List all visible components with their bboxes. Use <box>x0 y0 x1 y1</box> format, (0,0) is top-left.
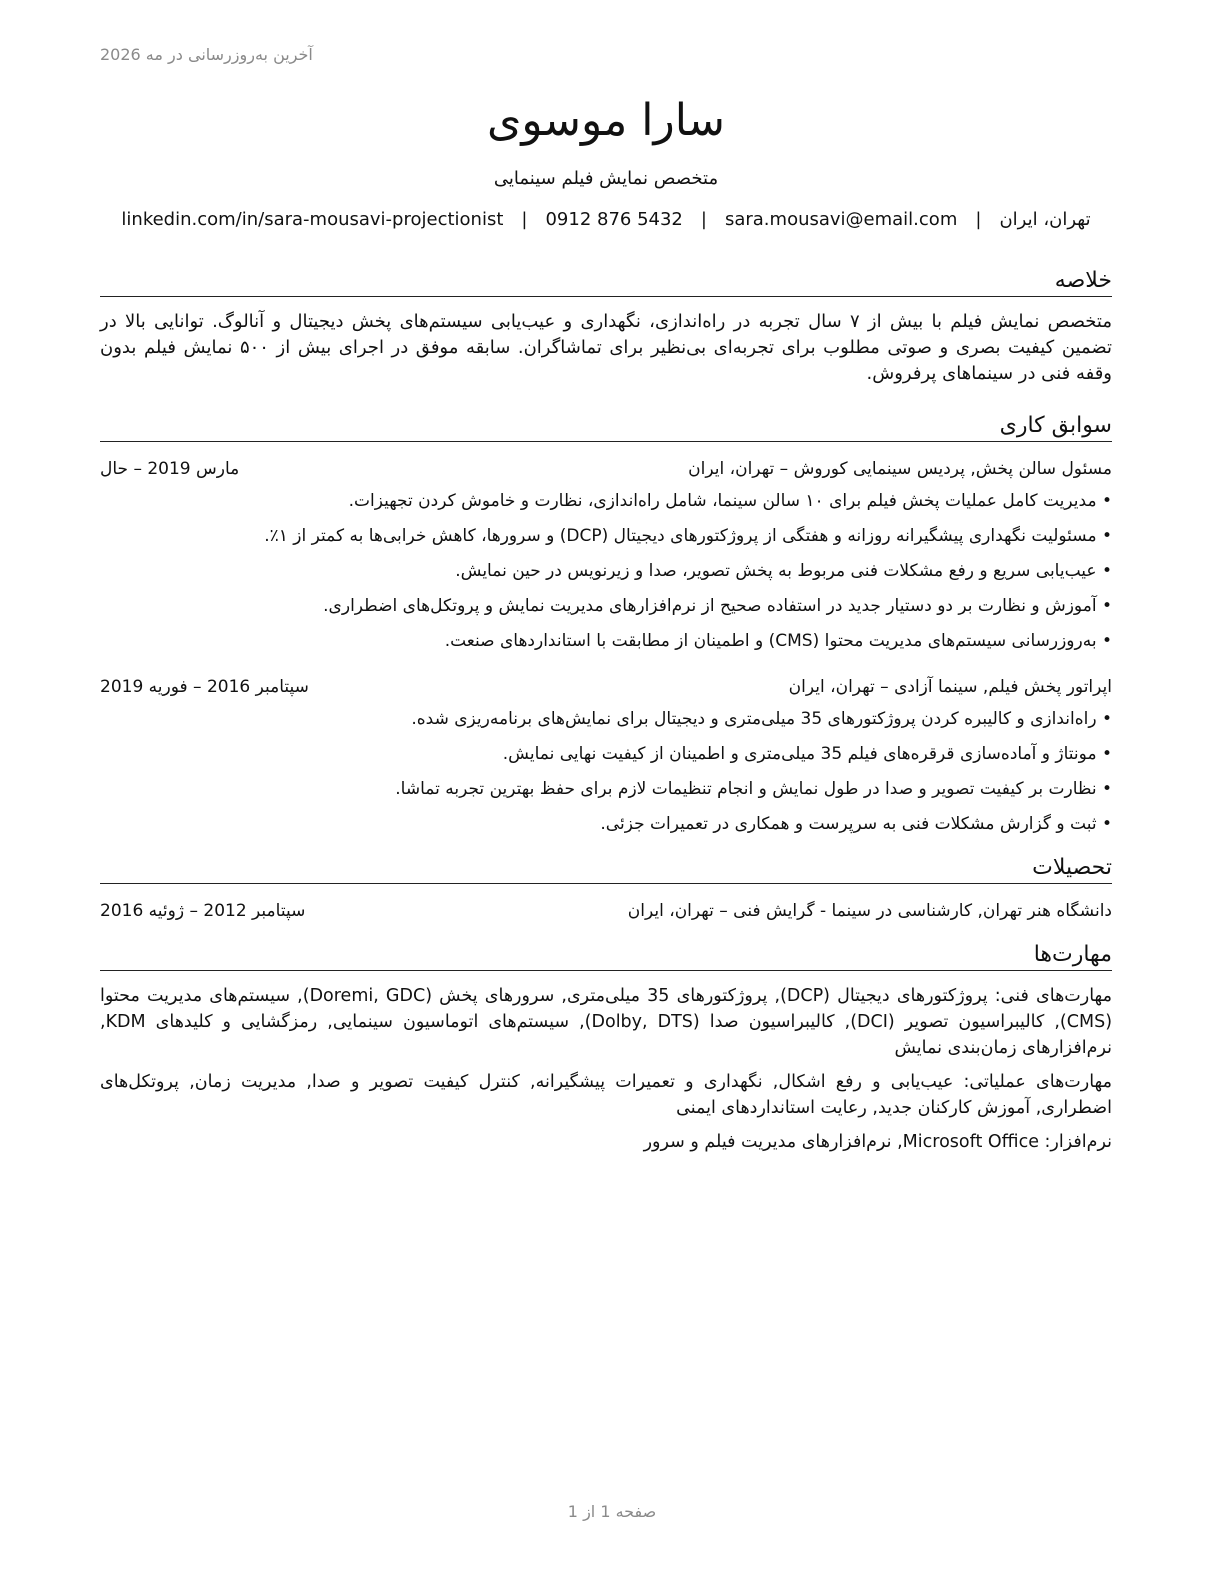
job-role-org: مسئول سالن پخش, پردیس سینمایی کوروش – تهران، ایران <box>688 459 1112 479</box>
list-item: • ثبت و گزارش مشکلات فنی به سرپرست و همکاری در تعمیرات جزئی. <box>100 811 1112 837</box>
job-title: متخصص نمایش فیلم سینمایی <box>493 168 719 189</box>
list-item: • آموزش و نظارت بر دو دستیار جدید در استفاده صحیح از نرم‌افزارهای مدیریت نمایش و پروتکل‌های اضطراری. <box>100 593 1112 619</box>
last-updated-note: آخرین به‌روزرسانی در مه 2026 <box>100 45 313 64</box>
education-entry <box>100 898 1112 924</box>
job-bullets <box>100 706 1112 837</box>
summary-text: متخصص نمایش فیلم با بیش از ۷ سال تجربه در راه‌اندازی، نگهداری و عیب‌یابی سیستم‌های پخش دیجیتال و آنالوگ. توانایی بالا در تضمین کیفیت بصری و صوتی مطلوب برای تجربه‌ای بی‌نظیر برای تماشاگران. سابقه موفق در اجرای بیش از ۵۰۰ نمایش فیلم بدون وقفه فنی در سینماهای پرفروش. <box>100 311 1112 384</box>
contact-linkedin[interactable]: linkedin.com/in/sara-mousavi-projectionist <box>121 209 504 230</box>
job-bullets <box>100 488 1112 654</box>
person-name: سارا موسوی <box>486 95 726 146</box>
job-entry <box>100 456 1112 654</box>
job-role-org: اپراتور پخش فیلم, سینما آزادی – تهران، ایران <box>788 677 1112 697</box>
job-dates: مارس 2019 – حال <box>100 459 240 479</box>
skills-technical: مهارت‌های فنی: پروژکتورهای دیجیتال (DCP), پروژکتورهای 35 میلی‌متری, سرورهای پخش (Doremi, GDC), سیستم‌های مدیریت محتوا (CMS), کالیبراسیون تصویر (DCI), کالیبراسیون صدا (Dolby, DTS), سیستم‌های اتوماسیون سینمایی, رمزگشایی و کلیدهای KDM, نرم‌افزارهای زمان‌بندی نمایش <box>100 986 1113 1058</box>
list-item: • مسئولیت نگهداری پیشگیرانه روزانه و هفتگی از پروژکتورهای دیجیتال (DCP) و سرورها، کاهش خرابی‌ها به کمتر از ۱٪. <box>100 523 1112 549</box>
contact-email[interactable]: sara.mousavi@email.com <box>724 209 958 230</box>
page-number: صفحه 1 از 1 <box>567 1502 657 1521</box>
separator: | <box>521 209 528 230</box>
experience-heading: سوابق کاری <box>100 413 1112 442</box>
contact-line <box>100 209 1112 230</box>
separator: | <box>700 209 707 230</box>
skills-heading: مهارت‌ها <box>100 942 1112 971</box>
list-item: • به‌روزرسانی سیستم‌های مدیریت محتوا (CMS) و اطمینان از مطابقت با استانداردهای صنعت. <box>100 628 1112 654</box>
education-heading: تحصیلات <box>100 855 1112 884</box>
list-item: • مدیریت کامل عملیات پخش فیلم برای ۱۰ سالن سینما، شامل راه‌اندازی، نظارت و خاموش کردن تجهیزات. <box>100 488 1112 514</box>
separator: | <box>975 209 982 230</box>
education-institution: دانشگاه هنر تهران, کارشناسی در سینما - گرایش فنی – تهران، ایران <box>627 901 1112 921</box>
summary-heading: خلاصه <box>100 268 1112 297</box>
job-entry <box>100 674 1112 837</box>
contact-phone: 0912 876 5432 <box>545 209 683 230</box>
skills-software: نرم‌افزار: Microsoft Office, نرم‌افزارهای مدیریت فیلم و سرور <box>643 1132 1112 1152</box>
list-item: • عیب‌یابی سریع و رفع مشکلات فنی مربوط به پخش تصویر، صدا و زیرنویس در حین نمایش. <box>100 558 1112 584</box>
list-item: • مونتاژ و آماده‌سازی قرقره‌های فیلم 35 میلی‌متری و اطمینان از کیفیت نهایی نمایش. <box>100 741 1112 767</box>
list-item: • نظارت بر کیفیت تصویر و صدا در طول نمایش و انجام تنظیمات لازم برای حفظ بهترین تجربه تماشا. <box>100 776 1112 802</box>
skills-operational: مهارت‌های عملیاتی: عیب‌یابی و رفع اشکال, نگهداری و تعمیرات پیشگیرانه, کنترل کیفیت تصویر و صدا, مدیریت زمان, پروتکل‌های اضطراری, آموزش کارکنان جدید, رعایت استانداردهای ایمنی <box>100 1072 1112 1118</box>
job-dates: سپتامبر 2016 – فوریه 2019 <box>100 677 309 697</box>
education-dates: سپتامبر 2012 – ژوئیه 2016 <box>100 901 306 921</box>
contact-location: تهران، ایران <box>999 209 1091 230</box>
list-item: • راه‌اندازی و کالیبره کردن پروژکتورهای 35 میلی‌متری و دیجیتال برای نمایش‌های برنامه‌ریزی شده. <box>100 706 1112 732</box>
resume-page <box>100 92 1112 1155</box>
